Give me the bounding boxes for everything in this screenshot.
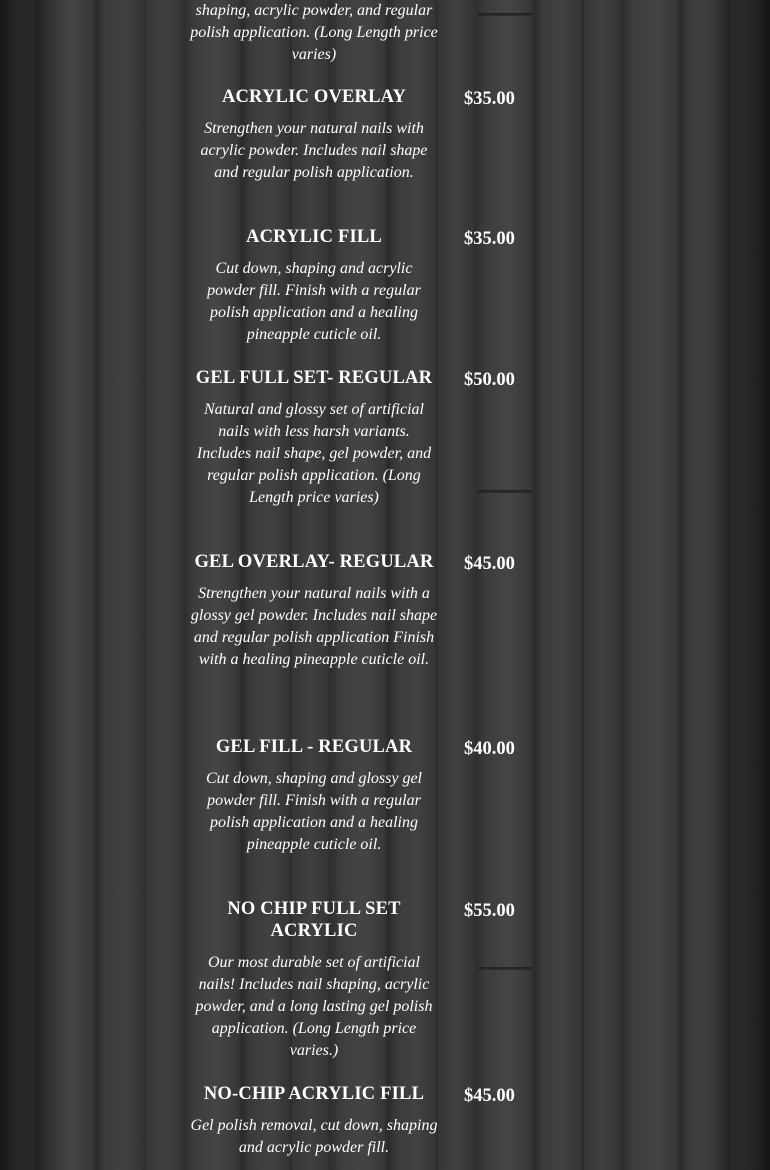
item-name: ACRYLIC FILL bbox=[246, 227, 382, 247]
item-description: Cut down, shaping and glossy gel powder fill. Finish with a regular polish application and a healing pineapple cuticle oil. bbox=[205, 770, 422, 853]
item-name: GEL FULL SET- REGULAR bbox=[195, 368, 433, 388]
item-price: $45.00 bbox=[464, 1086, 515, 1106]
item-description: Natural and glossy set of artificial nails with less harsh variants. Includes nail shape, gel powder, and regular polish application. (Long Length price varies) bbox=[196, 401, 432, 506]
item-name: GEL FILL - REGULAR bbox=[215, 737, 413, 757]
item-price: $45.00 bbox=[464, 554, 515, 574]
item-description: Our most durable set of artificial nails! Includes nail shaping, acrylic powder, and a long lasting gel polish application. (Long Length price varies.) bbox=[195, 954, 433, 1059]
item-description: Strengthen your natural nails with acrylic powder. Includes nail shape and regular polish application. bbox=[200, 120, 428, 181]
item-price: $50.00 bbox=[464, 370, 515, 390]
item-price: $35.00 bbox=[464, 89, 515, 109]
item-description: Strengthen your natural nails with a glossy gel powder. Includes nail shape and regular polish application Finish with a healing pineapple cuticle oil. bbox=[190, 585, 438, 668]
item-price: $55.00 bbox=[464, 901, 515, 921]
item-name: GEL OVERLAY- REGULAR bbox=[194, 552, 434, 572]
plank-divider bbox=[478, 13, 532, 16]
item-price: $35.00 bbox=[464, 229, 515, 249]
plank-divider bbox=[478, 967, 532, 970]
item-description: shaping, acrylic powder, and regular polish application. (Long Length price varies) bbox=[190, 2, 438, 63]
item-description: Cut down, shaping and acrylic powder fill. Finish with a regular polish application and a healing pineapple cuticle oil. bbox=[207, 260, 421, 343]
plank-divider bbox=[478, 490, 532, 493]
item-price: $40.00 bbox=[464, 739, 515, 759]
item-description: Gel polish removal, cut down, shaping and acrylic powder fill. bbox=[190, 1117, 438, 1156]
item-name: ACRYLIC OVERLAY bbox=[221, 87, 407, 107]
item-name: NO CHIP FULL SET ACRYLIC bbox=[227, 899, 401, 941]
item-name: NO-CHIP ACRYLIC FILL bbox=[203, 1084, 425, 1104]
